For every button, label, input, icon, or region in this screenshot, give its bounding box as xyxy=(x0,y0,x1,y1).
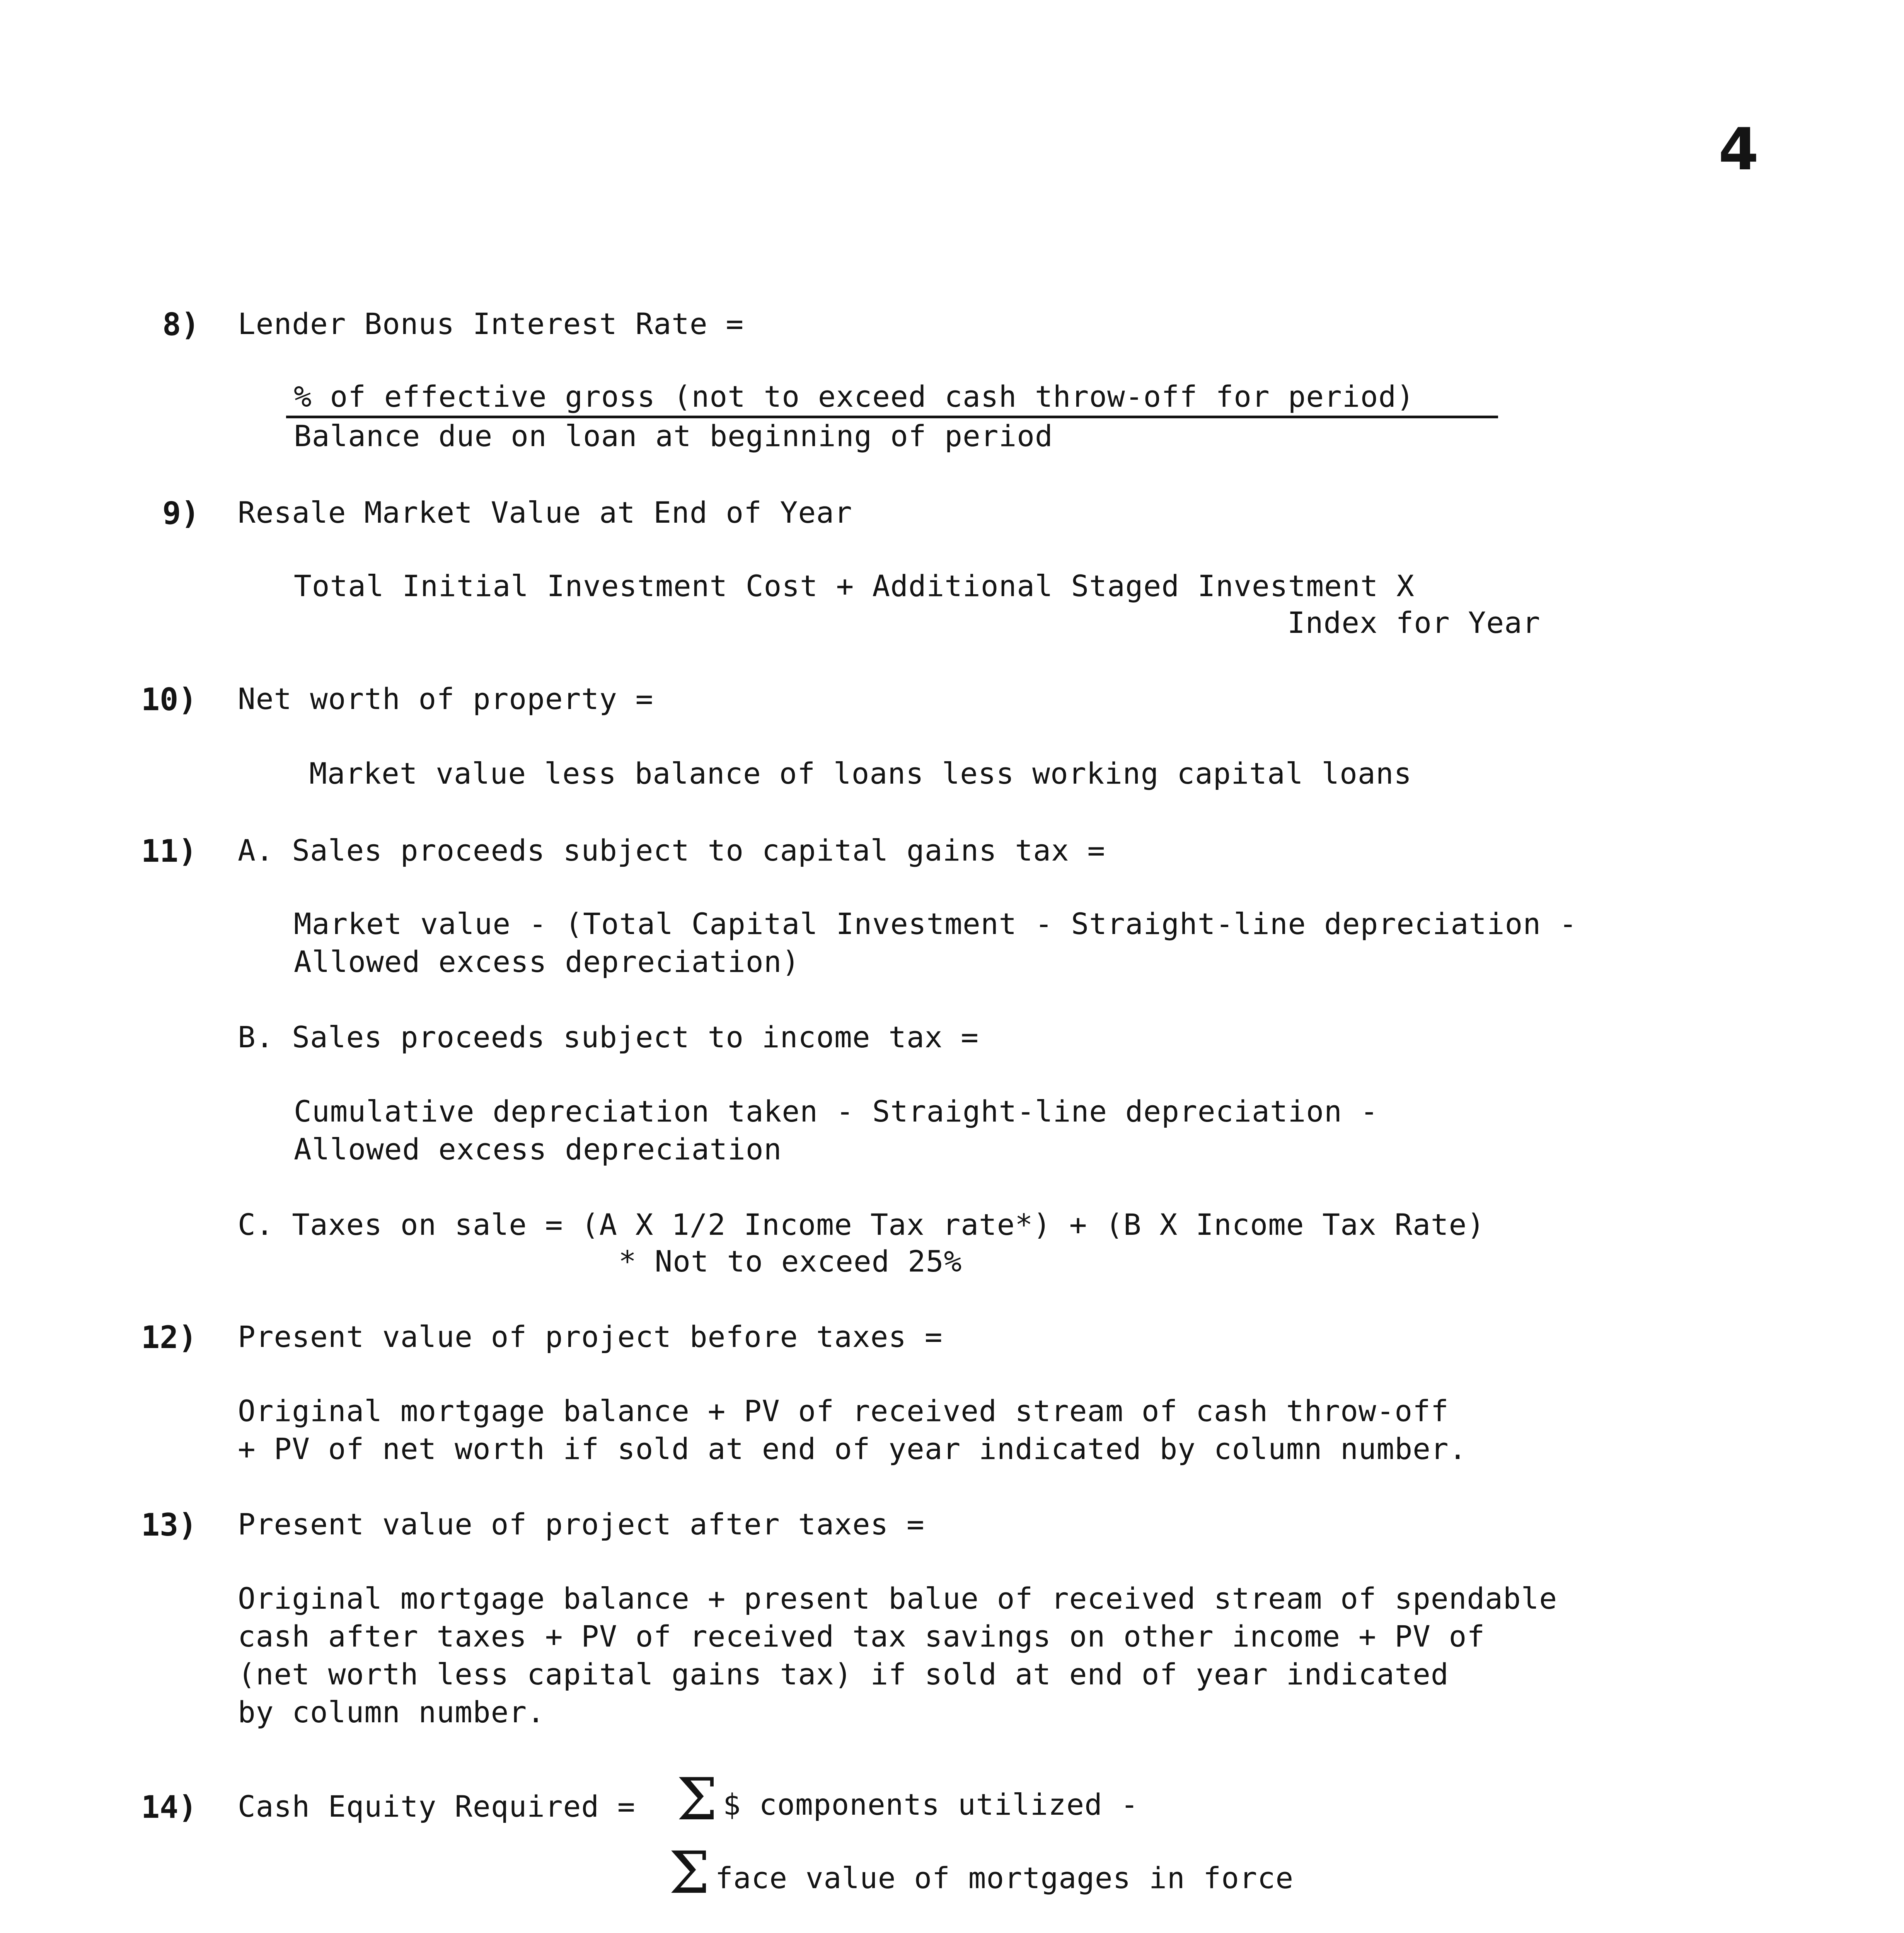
item-9-heading: Resale Market Value at End of Year xyxy=(238,495,852,530)
item-14-term1: $ components utilized - xyxy=(723,1787,1139,1822)
item-11a-line1: Market value - (Total Capital Investment - Straight-line depreciation - xyxy=(294,907,1577,941)
item-12-heading: Present value of project before taxes = xyxy=(238,1319,943,1354)
item-13-line2: cash after taxes + PV of received tax savings on other income + PV of xyxy=(238,1619,1485,1653)
item-11b-heading: B. Sales proceeds subject to income tax = xyxy=(238,1020,979,1054)
item-11a-heading: A. Sales proceeds subject to capital gains tax = xyxy=(238,833,1106,868)
sigma-symbol: Σ xyxy=(677,1766,718,1833)
item-14-label: Cash Equity Required = xyxy=(238,1789,636,1824)
item-12-line1: Original mortgage balance + PV of received stream of cash throw-off xyxy=(238,1394,1449,1428)
item-13-line1: Original mortgage balance + present balue of received stream of spendable xyxy=(238,1581,1558,1616)
item-12-line2: + PV of net worth if sold at end of year indicated by column number. xyxy=(238,1432,1467,1466)
item-number-11: 11) xyxy=(141,833,197,869)
item-13-line3: (net worth less capital gains tax) if sold at end of year indicated xyxy=(238,1657,1449,1691)
item-number-8: 8) xyxy=(162,307,200,343)
sigma-symbol: Σ xyxy=(669,1839,710,1907)
item-number-10: 10) xyxy=(141,682,197,718)
item-13-heading: Present value of project after taxes = xyxy=(238,1507,925,1541)
item-8-heading: Lender Bonus Interest Rate = xyxy=(238,307,744,341)
item-13-line4: by column number. xyxy=(238,1695,545,1729)
fraction-bar xyxy=(286,416,1498,418)
item-9-line2: Index for Year xyxy=(1287,605,1541,640)
item-8-numerator: % of effective gross (not to exceed cash throw-off for period) xyxy=(294,379,1415,414)
item-11c-note: * Not to exceed 25% xyxy=(619,1244,962,1278)
item-number-9: 9) xyxy=(162,495,200,531)
item-10-heading: Net worth of property = xyxy=(238,682,654,716)
item-10-line1: Market value less balance of loans less working capital loans xyxy=(309,756,1412,791)
item-11b-line1: Cumulative depreciation taken - Straight-line depreciation - xyxy=(294,1094,1379,1128)
page-number: 4 xyxy=(1718,116,1759,183)
item-14-term2: face value of mortgages in force xyxy=(715,1861,1294,1895)
item-11a-line2: Allowed excess depreciation) xyxy=(294,944,800,979)
item-11b-line2: Allowed excess depreciation xyxy=(294,1132,782,1166)
item-number-14: 14) xyxy=(141,1789,197,1825)
item-9-line1: Total Initial Investment Cost + Additional Staged Investment X xyxy=(294,569,1415,603)
item-11c-heading: C. Taxes on sale = (A X 1/2 Income Tax rate*) + (B X Income Tax Rate) xyxy=(238,1207,1485,1242)
item-number-12: 12) xyxy=(141,1319,197,1355)
item-8-denominator: Balance due on loan at beginning of period xyxy=(294,419,1053,453)
item-number-13: 13) xyxy=(141,1507,197,1543)
